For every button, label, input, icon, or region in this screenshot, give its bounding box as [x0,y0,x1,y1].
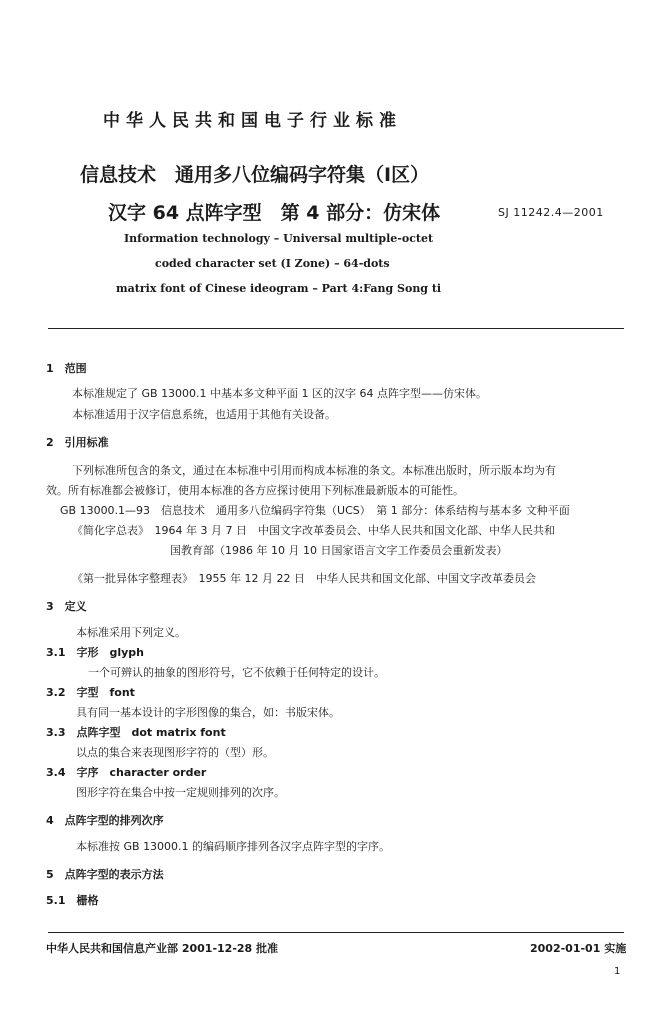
definition-3-1-body: 一个可辨认的抽象的图形符号，它不依赖于任何特定的设计。 [88,666,385,679]
section-1-paragraph-1: 本标准规定了 GB 13000.1 中基本多文种平面 1 区的汉字 64 点阵字型——仿宋体。 [72,387,488,400]
footer-divider [48,932,624,933]
title-english-line-2: coded character set (I Zone) – 64-dots [155,257,390,270]
definition-3-1-heading: 3.1 字形 glyph [46,646,145,659]
definition-3-3-body: 以点的集合来表现图形字符的（型）形。 [76,746,274,759]
definition-3-2-body: 具有同一基本设计的字形图像的集合，如：书版宋体。 [76,706,340,719]
section-2-paragraph-line-2: 效。所有标准都会被修订，使用本标准的各方应探讨使用下列标准最新版本的可能性。 [46,484,464,497]
header-divider [48,328,624,329]
section-4-heading: 4 点阵字型的排列次序 [46,814,164,827]
section-4-body: 本标准按 GB 13000.1 的编码顺序排列各汉字点阵字型的字序。 [76,840,391,853]
approval-date: 中华人民共和国信息产业部 2001-12-28 批准 [46,942,279,955]
issuing-authority-header: 中华人民共和国电子行业标准 [103,111,402,131]
definition-3-4-heading: 3.4 字序 character order [46,766,207,779]
definition-3-4-body: 图形字符在集合中按一定规则排列的次序。 [76,786,285,799]
section-2-heading: 2 引用标准 [46,436,109,449]
section-1-heading: 1 范围 [46,362,87,375]
section-5-1-heading: 5.1 栅格 [46,894,99,907]
reference-gb13000: GB 13000.1—93 信息技术 通用多八位编码字符集（UCS） 第 1 部分：体系结构与基本多 文种平面 [60,504,570,517]
title-chinese-line-1: 信息技术 通用多八位编码字符集（Ⅰ区） [80,164,430,186]
reference-simplified-chars-line-1: 《简化字总表》 1964 年 3 月 7 日 中国文字改革委员会、中华人民共和国文化部、中华人民共和 [72,524,555,537]
definition-3-3-heading: 3.3 点阵字型 dot matrix font [46,726,226,739]
section-3-heading: 3 定义 [46,600,87,613]
section-3-intro: 本标准采用下列定义。 [76,626,186,639]
reference-simplified-chars-line-2: 国教育部（1986 年 10 月 10 日国家语言文字工作委员会重新发表） [170,544,508,557]
section-1-paragraph-2: 本标准适用于汉字信息系统，也适用于其他有关设备。 [72,408,336,421]
page-number: 1 [614,966,621,977]
effective-date: 2002-01-01 实施 [530,942,627,955]
standard-code: SJ 11242.4—2001 [498,206,604,219]
section-2-paragraph-line-1: 下列标准所包含的条文，通过在本标准中引用而构成本标准的条文。本标准出版时，所示版本均为有 [72,464,556,477]
definition-3-2-heading: 3.2 字型 font [46,686,135,699]
reference-variant-chars: 《第一批异体字整理表》 1955 年 12 月 22 日 中华人民共和国文化部、中国文字改革委员会 [72,572,536,585]
title-chinese-line-2: 汉字 64 点阵字型 第 4 部分：仿宋体 [108,202,441,224]
title-english-line-1: Information technology – Universal multiple-octet [124,232,434,245]
section-5-heading: 5 点阵字型的表示方法 [46,868,164,881]
title-english-line-3: matrix font of Cinese ideogram – Part 4:Fang Song ti [116,282,442,295]
